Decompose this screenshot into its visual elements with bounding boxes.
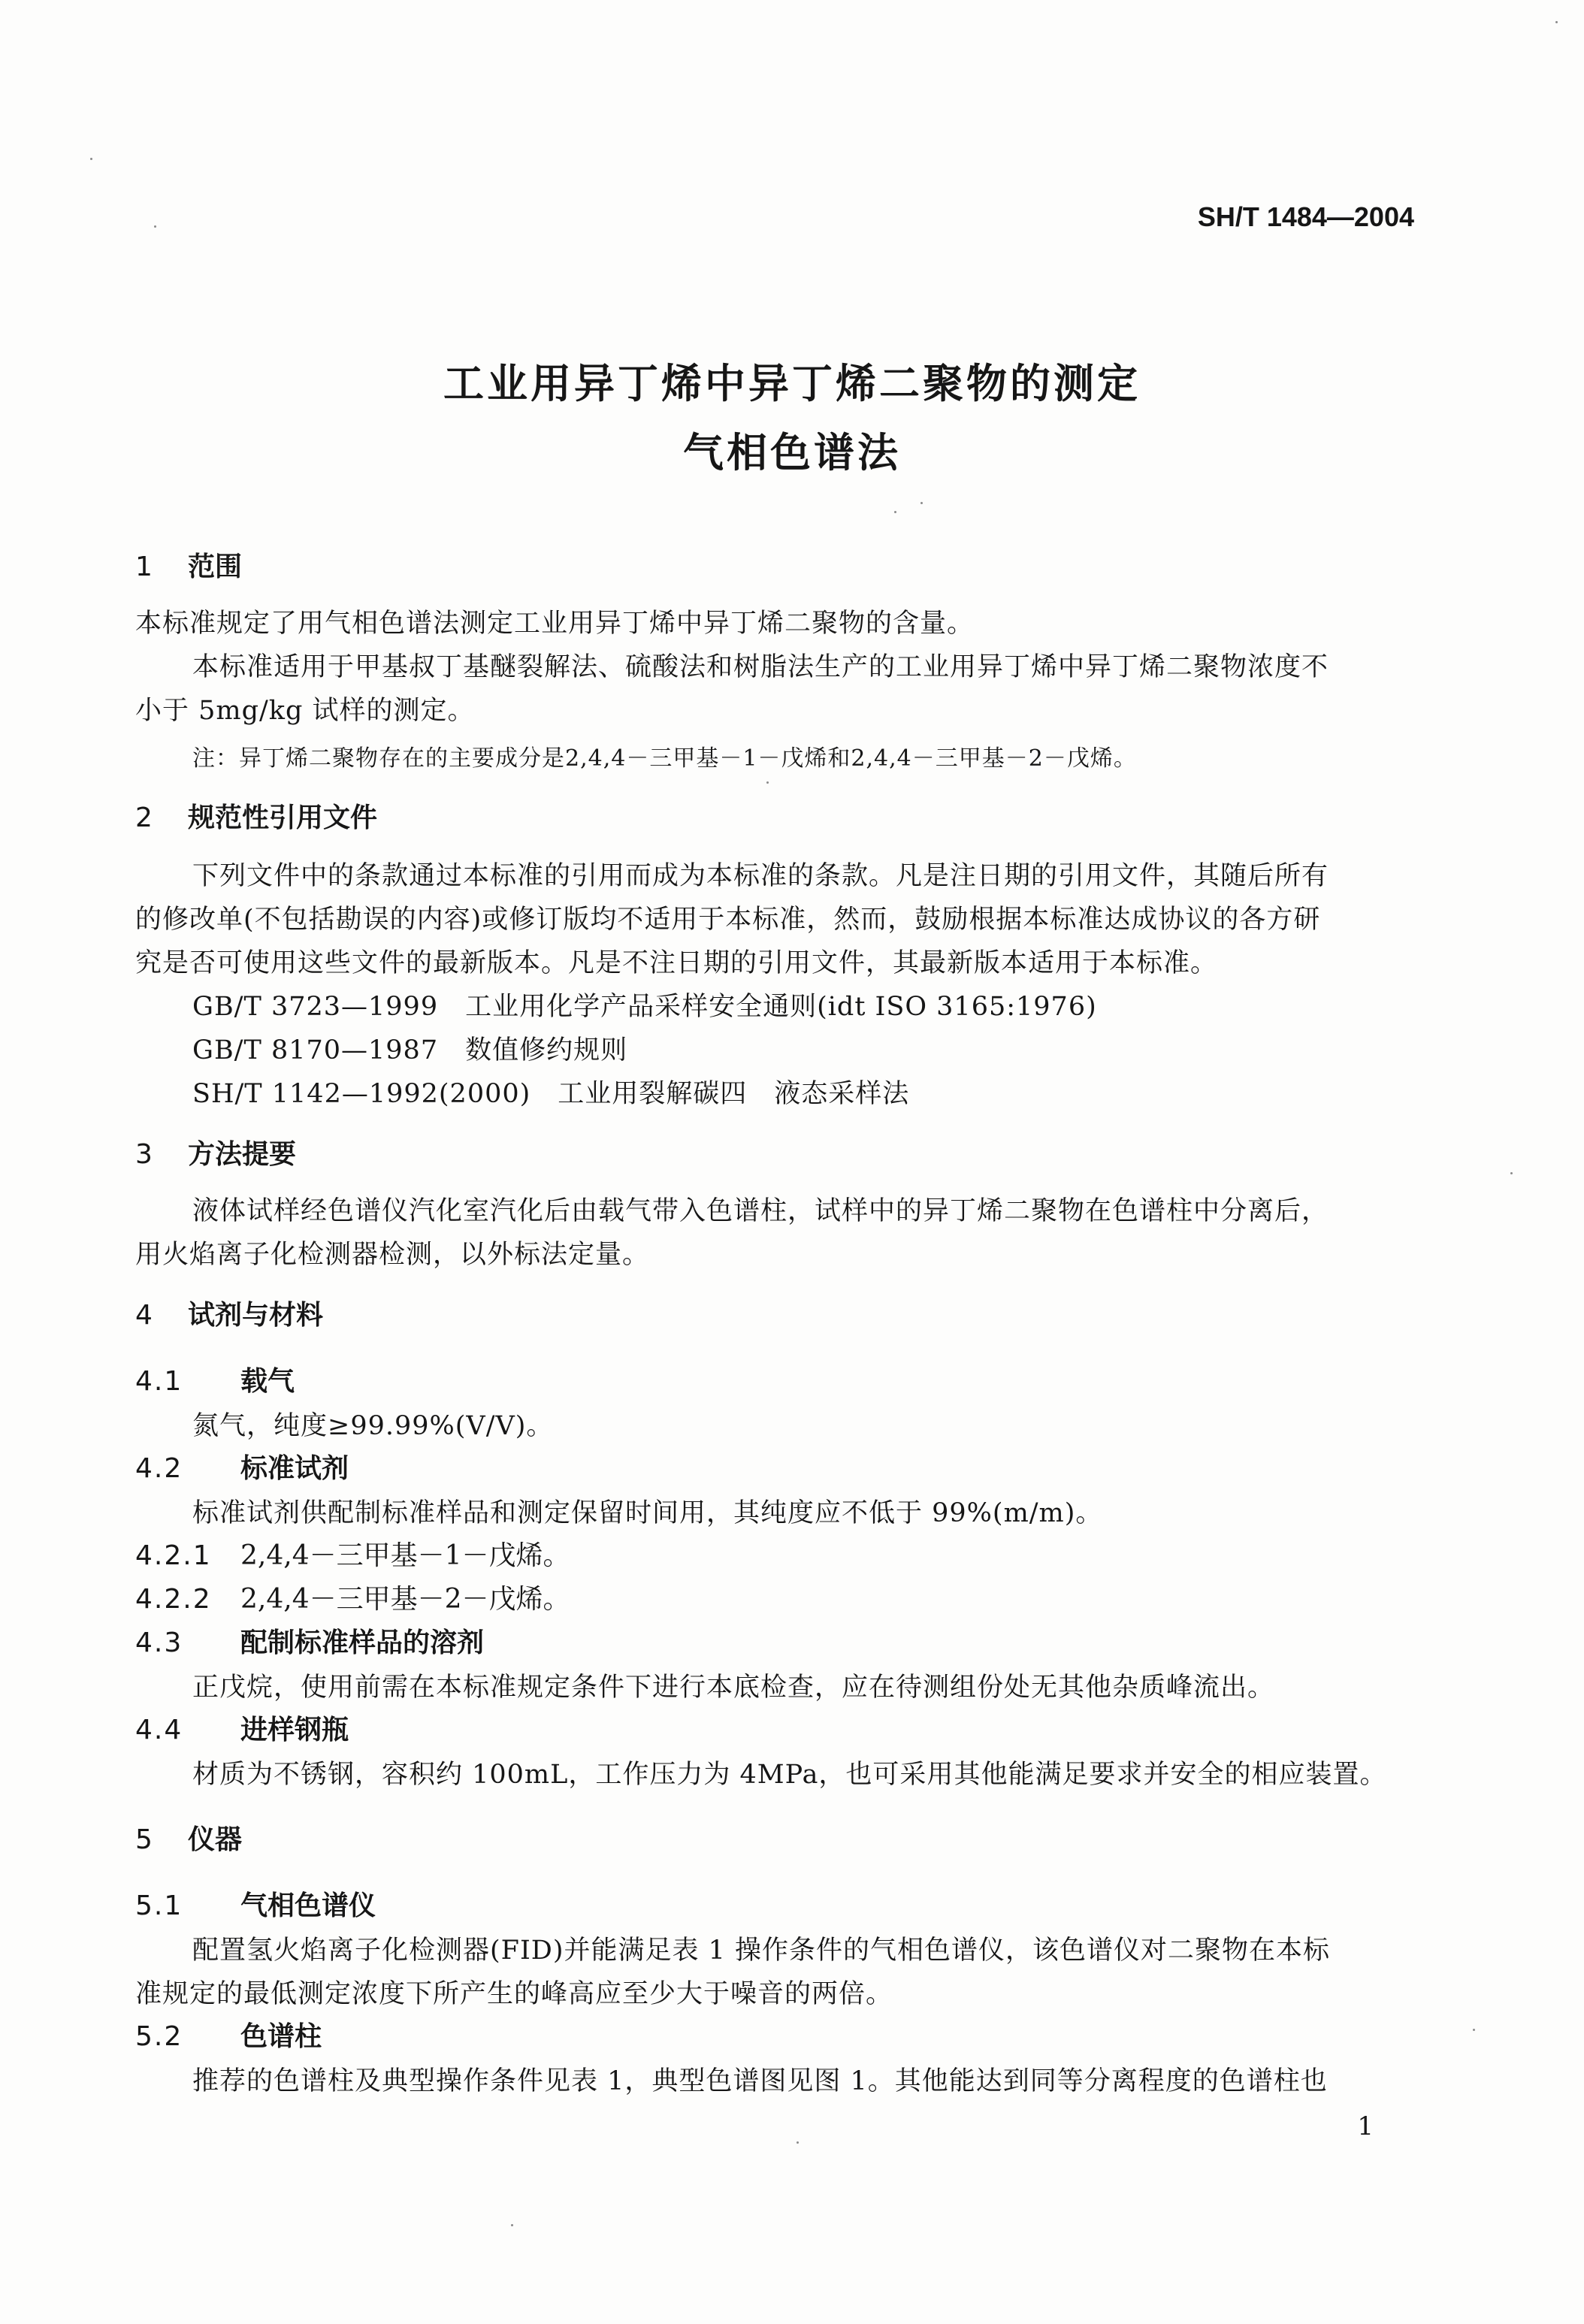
subsection-item xyxy=(135,1578,570,1616)
paragraph: 氮气，纯度≥99.99%(V/V)。 xyxy=(192,1411,554,1441)
subsection-number: 5.1 xyxy=(135,1890,183,1921)
standard-number: SH/T 1484—2004 xyxy=(1197,201,1414,232)
subsection-heading xyxy=(135,1884,376,1923)
section-title: 范围 xyxy=(188,552,243,582)
subsection-text: 2,4,4－三甲基－1－戊烯。 xyxy=(240,1540,570,1571)
section-title: 方法提要 xyxy=(188,1139,297,1170)
scan-speck xyxy=(797,2141,799,2144)
subsection-number: 5.2 xyxy=(135,2021,183,2052)
subsection-title: 配制标准样品的溶剂 xyxy=(240,1627,485,1658)
subsection-title: 标准试剂 xyxy=(240,1453,349,1484)
reference-item: GB/T 8170—1987 数值修约规则 xyxy=(192,1035,628,1065)
paragraph: 小于 5mg/kg 试样的测定。 xyxy=(135,696,475,726)
section-heading-apparatus xyxy=(135,1818,242,1857)
subsection-title: 载气 xyxy=(240,1366,295,1397)
section-number: 2 xyxy=(135,802,153,833)
scan-speck xyxy=(1510,1172,1513,1174)
scan-speck xyxy=(920,502,923,504)
section-number: 5 xyxy=(135,1824,153,1855)
section-heading-method-summary xyxy=(135,1133,296,1171)
subsection-text: 2,4,4－三甲基－2－戊烯。 xyxy=(240,1584,570,1615)
paragraph: 的修改单(不包括勘误的内容)或修订版均不适用于本标准，然而，鼓励根据本标准达成协议的各方研 xyxy=(135,905,1321,935)
paragraph: 本标准规定了用气相色谱法测定工业用异丁烯中异丁烯二聚物的含量。 xyxy=(135,609,975,639)
subsection-title: 色谱柱 xyxy=(240,2021,322,2052)
section-title: 仪器 xyxy=(188,1824,243,1855)
paragraph: 究是否可使用这些文件的最新版本。凡是不注日期的引用文件，其最新版本适用于本标准。 xyxy=(135,948,1218,978)
section-title: 规范性引用文件 xyxy=(188,802,378,833)
paragraph: 配置氢火焰离子化检测器(FID)并能满足表 1 操作条件的气相色谱仪，该色谱仪对二聚物在本标 xyxy=(192,1936,1331,1966)
paragraph: 本标准适用于甲基叔丁基醚裂解法、硫酸法和树脂法生产的工业用异丁烯中异丁烯二聚物浓度不 xyxy=(192,652,1329,682)
scan-speck xyxy=(90,158,92,160)
subsection-heading xyxy=(135,1621,484,1660)
subsection-title: 进样钢瓶 xyxy=(240,1715,349,1745)
subsection-heading xyxy=(135,1360,295,1398)
subsection-heading xyxy=(135,1709,349,1747)
subsection-number: 4.2.1 xyxy=(135,1540,212,1571)
scan-speck xyxy=(766,781,769,784)
paragraph: 准规定的最低测定浓度下所产生的峰高应至少大于噪音的两倍。 xyxy=(135,1979,893,2009)
subsection-number: 4.2.2 xyxy=(135,1584,212,1615)
note: 注：异丁烯二聚物存在的主要成分是2,4,4－三甲基－1－戊烯和2,4,4－三甲基－2－戊烯。 xyxy=(192,745,1137,772)
paragraph: 正戊烷，使用前需在本标准规定条件下进行本底检查，应在待测组份处无其他杂质峰流出。 xyxy=(192,1673,1275,1703)
reference-item: SH/T 1142—1992(2000) 工业用裂解碳四 液态采样法 xyxy=(192,1079,910,1109)
paragraph: 用火焰离子化检测器检测，以外标法定量。 xyxy=(135,1240,650,1270)
subsection-number: 4.4 xyxy=(135,1715,183,1745)
paragraph: 标准试剂供配制标准样品和测定保留时间用，其纯度应不低于 99%(m/m)。 xyxy=(192,1498,1103,1528)
paragraph: 液体试样经色谱仪汽化室汽化后由载气带入色谱柱，试样中的异丁烯二聚物在色谱柱中分离后， xyxy=(192,1196,1329,1226)
scan-speck xyxy=(154,225,156,228)
subsection-number: 4.2 xyxy=(135,1453,183,1484)
subsection-item xyxy=(135,1534,570,1573)
section-heading-reagents xyxy=(135,1294,323,1332)
section-title: 试剂与材料 xyxy=(188,1300,324,1331)
paragraph: 下列文件中的条款通过本标准的引用而成为本标准的条款。凡是注日期的引用文件，其随后所有 xyxy=(192,861,1329,891)
document-title: 工业用异丁烯中异丁烯二聚物的测定 xyxy=(443,360,1141,407)
subsection-heading xyxy=(135,2015,322,2054)
scan-speck xyxy=(511,2224,513,2226)
subsection-heading xyxy=(135,1447,349,1485)
subsection-title: 气相色谱仪 xyxy=(240,1890,376,1921)
scan-speck xyxy=(894,511,896,513)
paragraph: 推荐的色谱柱及典型操作条件见表 1，典型色谱图见图 1。其他能达到同等分离程度的色谱柱也 xyxy=(192,2066,1328,2096)
section-number: 1 xyxy=(135,552,153,582)
section-heading-scope xyxy=(135,545,242,584)
section-number: 3 xyxy=(135,1139,153,1170)
scan-speck xyxy=(1473,2029,1475,2031)
document-subtitle: 气相色谱法 xyxy=(683,429,901,476)
subsection-number: 4.1 xyxy=(135,1366,183,1397)
reference-item: GB/T 3723—1999 工业用化学产品采样安全通则(idt ISO 3165:1976) xyxy=(192,992,1097,1022)
section-heading-normative-references xyxy=(135,796,377,835)
subsection-number: 4.3 xyxy=(135,1627,183,1658)
section-number: 4 xyxy=(135,1300,153,1331)
scan-speck xyxy=(1555,21,1558,23)
paragraph: 材质为不锈钢，容积约 100mL，工作压力为 4MPa，也可采用其他能满足要求并安全的相应装置。 xyxy=(192,1760,1387,1790)
page-number: 1 xyxy=(1357,2111,1374,2141)
